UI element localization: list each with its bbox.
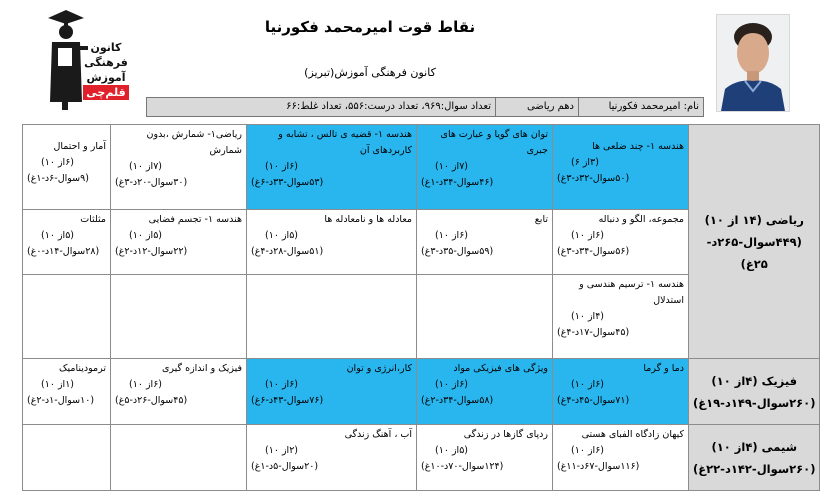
topic-score: (۷از ۱۰) <box>129 161 163 172</box>
student-name: نام: امیرمحمد فکورنیا <box>578 98 703 116</box>
topic-cell <box>23 359 111 425</box>
topic-cell <box>111 210 247 275</box>
topic-name: آمار و احتمال <box>53 141 106 152</box>
topic-name: معادله ها و نامعادله ها <box>324 214 412 225</box>
question-stats: تعداد سوال:۹۶۹، تعداد درست:۵۵۶، تعداد غلط:۶۶ <box>286 101 491 112</box>
table-row <box>23 125 820 210</box>
topic-detail: (۲۸سوال-۱۴د-۰غ) <box>27 246 100 257</box>
topic-score: (۶از ۱۰) <box>41 157 75 168</box>
topic-cell <box>111 125 247 210</box>
subject-name: ریاضی (۱۴ از ۱۰) <box>704 212 804 227</box>
logo-line-2: فرهنگی <box>84 56 128 69</box>
topic-cell <box>247 210 417 275</box>
topic-cell <box>417 210 553 275</box>
empty-cell <box>417 275 553 359</box>
topic-name: دما و گرما <box>643 363 684 374</box>
topic-detail: (۷۱سوال-۴۵د-۴غ) <box>557 395 630 406</box>
topic-name: هندسه ۱- قضیه ی تالس ، تشابه و کاربردهای آن <box>278 129 412 156</box>
table-row <box>23 359 820 425</box>
topic-cell <box>553 359 689 425</box>
subject-cell-math <box>689 125 820 359</box>
topic-name: ویژگی های فیزیکی مواد <box>453 363 548 374</box>
topic-detail: (۵۶سوال-۳۴د-۳غ) <box>557 246 630 257</box>
table-row <box>23 425 820 491</box>
page-subtitle: کانون فرهنگی آموزش(تبریز) <box>304 66 436 79</box>
topic-score: (۱از ۱۰) <box>41 379 75 390</box>
topic-name: مثلثات <box>80 214 106 225</box>
subject-stats-cont: ۲۵غ) <box>740 256 768 271</box>
logo-line-3: آموزش <box>86 71 126 84</box>
topic-cell <box>247 425 417 491</box>
topic-score: (۵از ۱۰) <box>41 230 75 241</box>
topic-detail: (۴۵سوال-۲۶د-۵غ) <box>115 395 188 406</box>
topic-score: (۴از ۱۰) <box>571 311 605 322</box>
topic-name: کار،انرژی و توان <box>346 363 412 374</box>
student-photo <box>716 14 790 112</box>
empty-cell <box>23 275 111 359</box>
topic-score: (۵از ۱۰) <box>435 445 469 456</box>
topic-cell <box>417 359 553 425</box>
topic-name: توان های گویا و عبارت های جبری <box>440 129 548 156</box>
empty-cell <box>111 275 247 359</box>
topic-cell <box>417 125 553 210</box>
student-grade: دهم ریاضی <box>495 98 578 116</box>
topic-cell <box>417 425 553 491</box>
subject-cell-chemistry <box>689 425 820 491</box>
topic-score: (۶از ۱۰) <box>571 230 605 241</box>
topic-cell <box>247 125 417 210</box>
topic-detail: (۵۹سوال-۳۵د-۳غ) <box>421 246 494 257</box>
topic-cell <box>553 425 689 491</box>
topic-cell <box>553 125 689 210</box>
subject-name: شیمی (۴از ۱۰) <box>711 439 797 454</box>
logo-wordmark <box>82 40 130 100</box>
topic-score: (۷از ۱۰) <box>435 161 469 172</box>
subject-stats: (۲۶۰سوال-۱۴۲د-۲۲غ) <box>693 461 816 476</box>
topic-detail: (۲۰سوال-۵د-۱غ) <box>251 461 319 472</box>
topic-detail: (۵۸سوال-۳۴د-۲غ) <box>421 395 494 406</box>
topic-name: ردپای گازها در زندگی <box>463 429 548 440</box>
topic-detail: (۵۱سوال-۲۸د-۴غ) <box>251 246 324 257</box>
topic-detail: (۹سوال-۶د-۱غ) <box>27 173 89 184</box>
empty-cell <box>247 275 417 359</box>
topic-score: (۶از ۱۰) <box>571 445 605 456</box>
topic-cell <box>553 275 689 359</box>
page-title: نقاط قوت امیرمحمد فکورنیا <box>264 18 476 36</box>
topic-cell <box>553 210 689 275</box>
subject-stats: (۴۴۹سوال-۲۶۵د- <box>706 234 802 249</box>
topic-name: فیزیک و اندازه گیری <box>162 363 242 374</box>
topic-score: (۲از ۱۰) <box>265 445 299 456</box>
topic-name: مجموعه، الگو و دنباله <box>598 214 684 225</box>
subject-stats: (۲۶۰سوال-۱۴۹د-۱۹غ) <box>693 395 816 410</box>
empty-cell <box>111 425 247 491</box>
topic-score: (۳از ۶) <box>571 157 599 168</box>
kanoon-logo <box>44 6 128 110</box>
topic-name: آب ، آهنگ زندگی <box>344 429 412 440</box>
topic-detail: (۱۱۶سوال-۶۷د-۱۱غ) <box>557 461 640 472</box>
student-info-bar <box>146 97 704 117</box>
topic-name: هندسه ۱- چند ضلعی ها <box>592 141 684 152</box>
topic-detail: (۱۲۴سوال-۷۰د-۱۰غ) <box>421 461 504 472</box>
topic-cell <box>23 125 111 210</box>
topic-detail: (۳۰سوال-۲۰د-۳غ) <box>115 177 188 188</box>
topic-score: (۶از ۱۰) <box>129 379 163 390</box>
topic-score: (۶از ۱۰) <box>571 379 605 390</box>
topic-score: (۶از ۱۰) <box>265 161 299 172</box>
topic-score: (۶از ۱۰) <box>435 230 469 241</box>
topic-score: (۶از ۱۰) <box>265 379 299 390</box>
topic-name: ترمودینامیک <box>59 363 106 374</box>
logo-line-1: کانون <box>90 41 122 54</box>
topic-detail: (۴۵سوال-۱۷د-۴غ) <box>557 327 630 338</box>
topic-name: تابع <box>534 214 548 225</box>
subject-cell-physics <box>689 359 820 425</box>
topic-name: ریاضی۱- شمارش ،بدون شمارش <box>146 129 242 156</box>
topic-name: هندسه ۱- ترسیم هندسی و استدلال <box>579 279 684 306</box>
topic-name: هندسه ۱- تجسم فضایی <box>148 214 242 225</box>
topic-score: (۵از ۱۰) <box>129 230 163 241</box>
student-avatar-icon <box>717 15 789 111</box>
topic-detail: (۵۳سوال-۳۳د-۶غ) <box>251 177 324 188</box>
topic-detail: (۴۶سوال-۳۴د-۱غ) <box>421 177 494 188</box>
topic-detail: (۲۲سوال-۱۲د-۲غ) <box>115 246 188 257</box>
topic-detail: (۷۶سوال-۴۳د-۶غ) <box>251 395 324 406</box>
topic-score: (۵از ۱۰) <box>265 230 299 241</box>
topic-detail: (۱۰سوال-۱د-۲غ) <box>27 395 95 406</box>
topic-score: (۶از ۱۰) <box>435 379 469 390</box>
topic-cell <box>111 359 247 425</box>
topic-detail: (۵۰سوال-۳۲د-۳غ) <box>557 173 630 184</box>
topic-cell <box>247 359 417 425</box>
subject-name: فیزیک (۴از ۱۰) <box>711 373 798 388</box>
topic-name: کیهان زادگاه الفبای هستی <box>581 429 684 440</box>
empty-cell <box>23 425 111 491</box>
topic-cell <box>23 210 111 275</box>
logo-line-4: قلم‌چی <box>83 85 128 100</box>
strengths-table <box>22 124 820 491</box>
